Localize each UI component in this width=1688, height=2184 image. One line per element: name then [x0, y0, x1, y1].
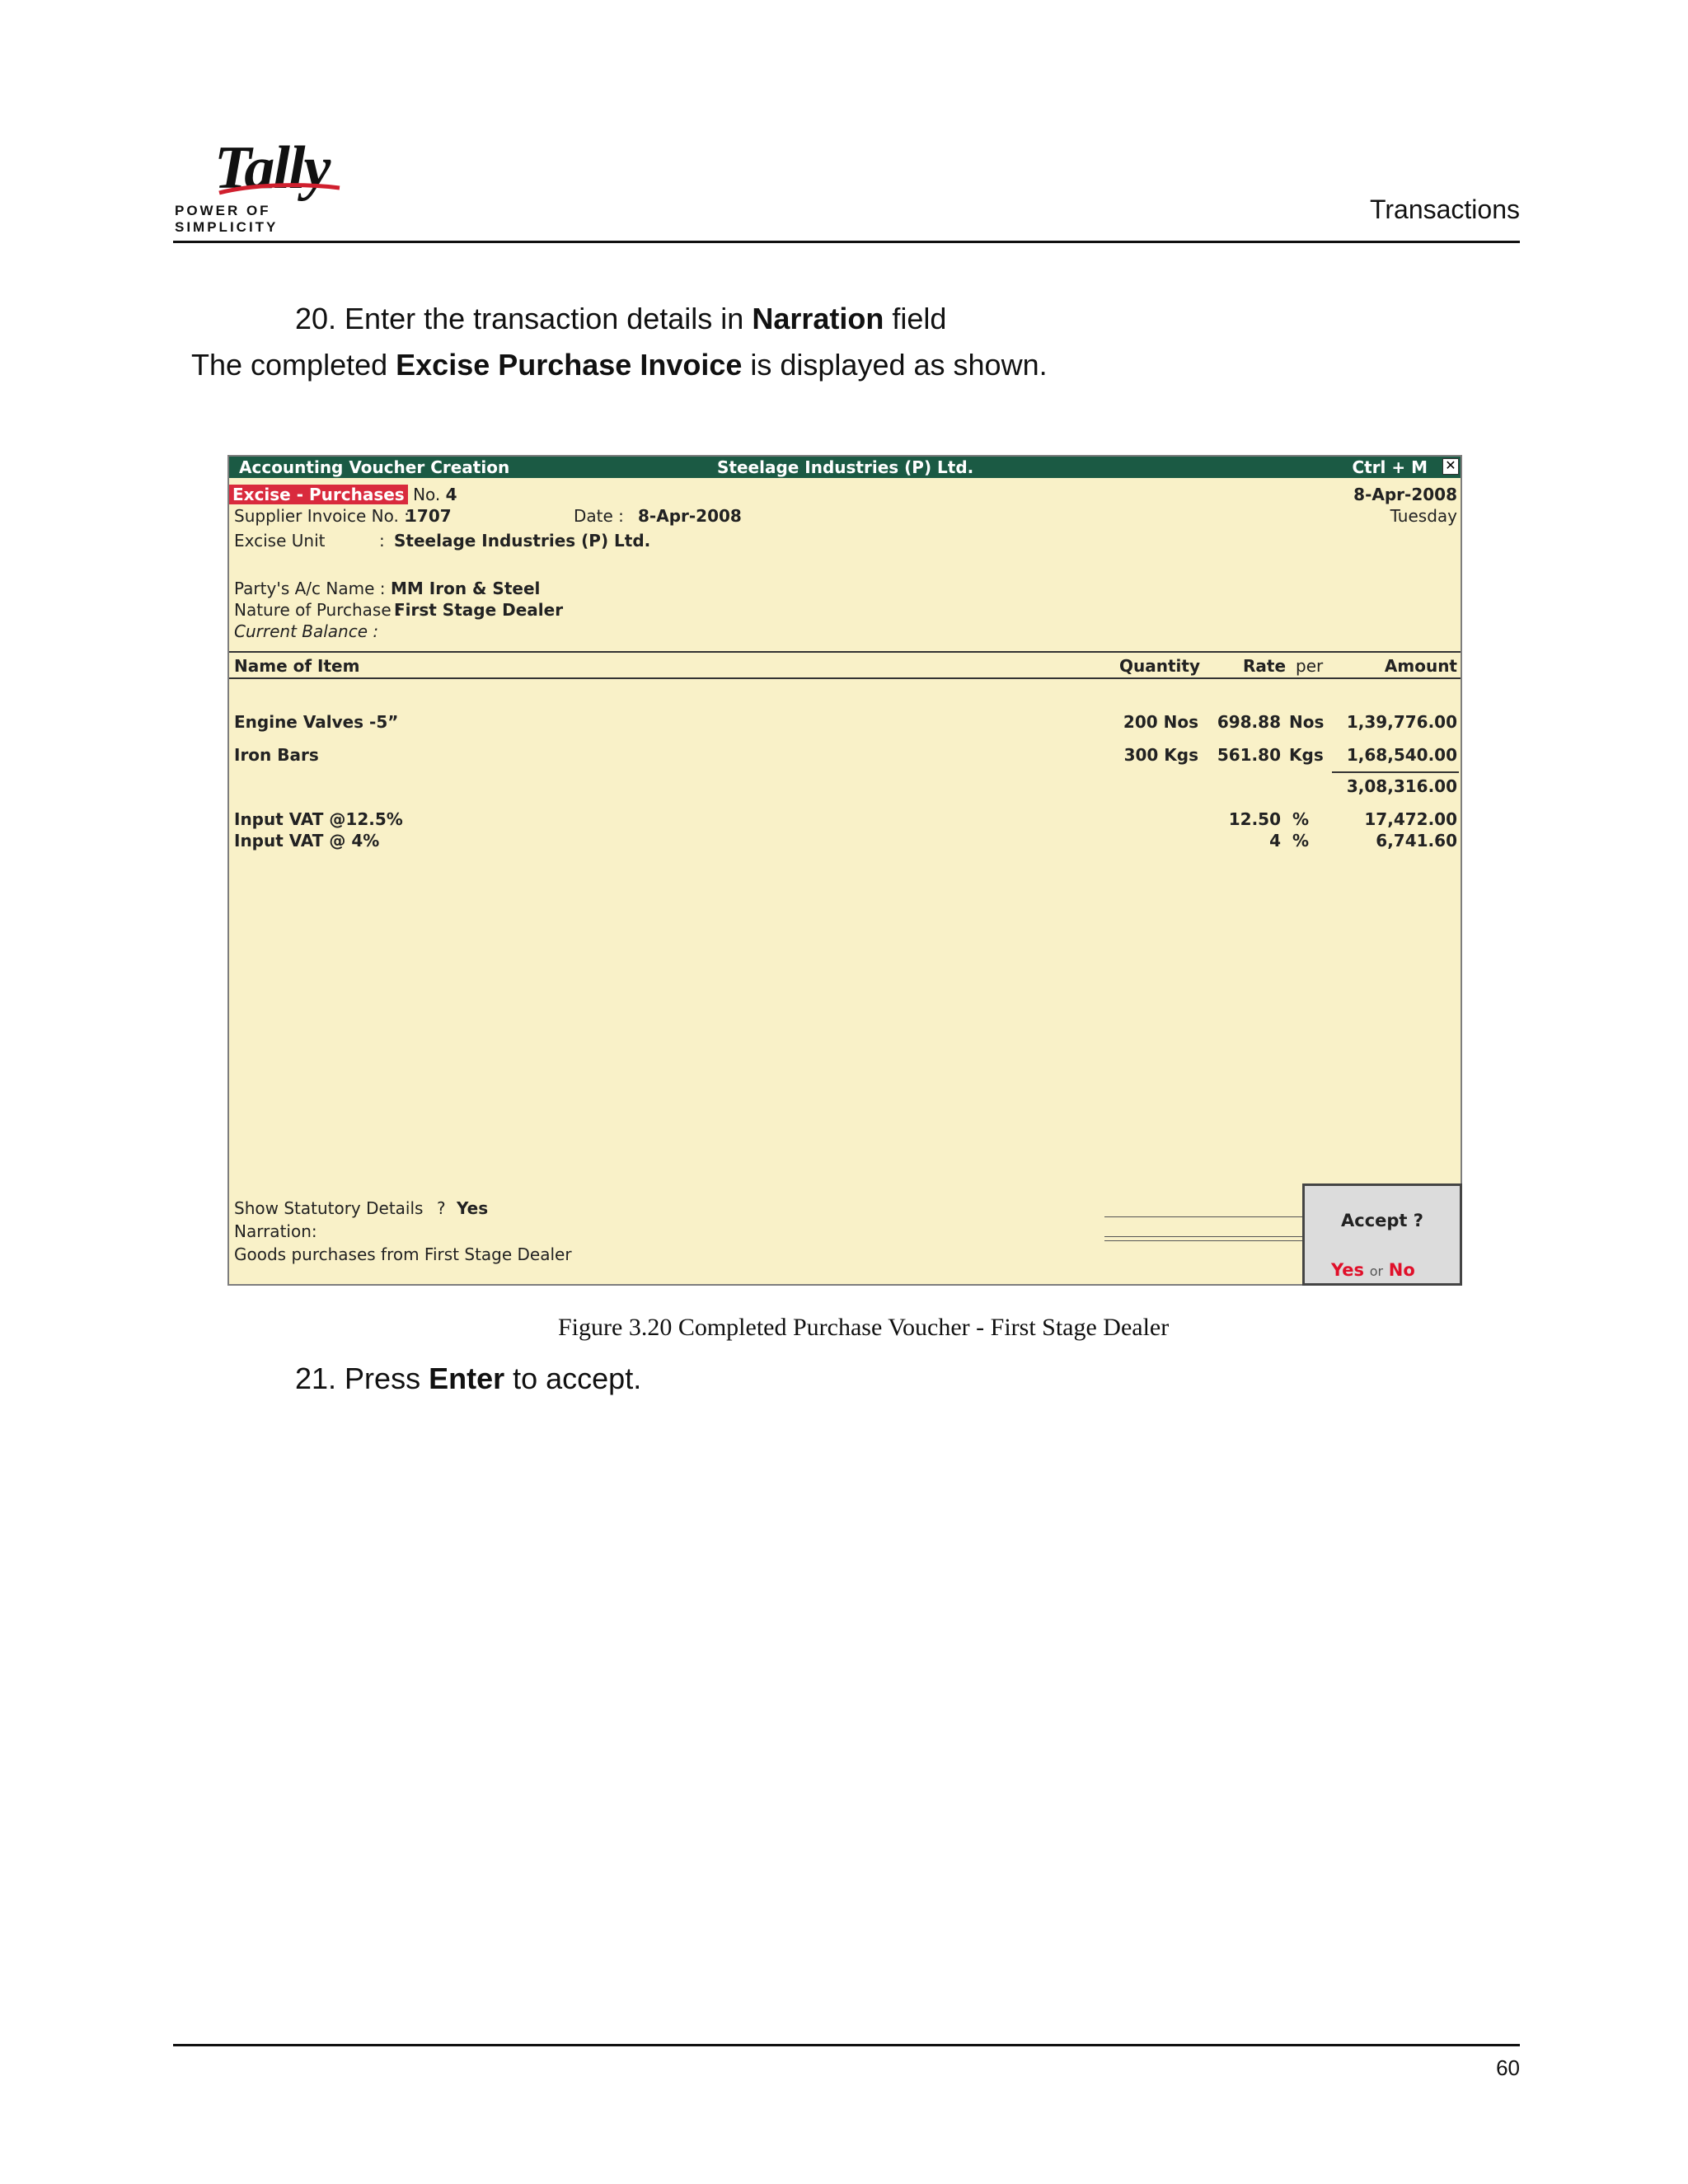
item-name[interactable]: Iron Bars [234, 745, 319, 765]
column-header-bottom-rule [229, 677, 1461, 679]
tax-rate[interactable]: 4 [1269, 831, 1281, 851]
step-21-text: 21. Press [295, 1361, 429, 1395]
supplier-invoice-field[interactable]: 1707 [406, 506, 452, 526]
voucher-header-line [229, 485, 457, 504]
col-quantity: Quantity [1119, 656, 1200, 676]
footer-rule [173, 2044, 1520, 2046]
party-field[interactable]: MM Iron & Steel [391, 579, 541, 598]
accept-options [1331, 1260, 1415, 1280]
intro-paragraph [191, 348, 1048, 382]
page-number: 60 [1496, 2055, 1520, 2080]
column-header-top-rule [229, 651, 1461, 653]
header-rule [173, 241, 1520, 243]
subtotal-amount: 3,08,316.00 [1346, 776, 1457, 796]
item-amount[interactable]: 1,39,776.00 [1346, 712, 1457, 732]
item-rate[interactable]: 698.88 [1217, 712, 1281, 732]
step-21-suffix: to accept. [504, 1361, 642, 1395]
nature-field[interactable]: First Stage Dealer [394, 600, 564, 620]
tax-amount[interactable]: 17,472.00 [1364, 809, 1457, 829]
logo-wordmark: Tally [214, 134, 330, 202]
subtotal-rule [1332, 771, 1459, 773]
item-per[interactable]: Kgs [1289, 745, 1324, 765]
company-name: Steelage Industries (P) Ltd. [717, 457, 974, 477]
item-quantity[interactable]: 300 Kgs [1123, 745, 1198, 765]
excise-unit-colon: : [379, 531, 385, 551]
step-20 [295, 302, 946, 336]
date-label: Date : [574, 506, 624, 526]
tax-name[interactable]: Input VAT @ 4% [234, 831, 380, 851]
narration-label: Narration: [234, 1221, 317, 1241]
tax-per: % [1292, 809, 1310, 829]
tally-logo [175, 134, 364, 235]
excise-unit-field[interactable]: Steelage Industries (P) Ltd. [394, 531, 651, 551]
narration-field[interactable]: Goods purchases from First Stage Dealer [234, 1244, 572, 1264]
intro-text: The completed [191, 348, 396, 382]
voucher-no[interactable]: 4 [445, 485, 457, 504]
col-per: per [1296, 656, 1324, 676]
step-21-bold: Enter [429, 1361, 505, 1395]
voucher-date[interactable]: 8-Apr-2008 [1353, 485, 1457, 504]
col-amount: Amount [1384, 656, 1457, 676]
total-rule-double-2 [1104, 1240, 1302, 1241]
step-20-suffix: field [884, 302, 947, 335]
close-icon[interactable]: ✕ [1442, 458, 1459, 475]
intro-bold: Excise Purchase Invoice [396, 348, 743, 382]
figure-caption: Figure 3.20 Completed Purchase Voucher - First Stage Dealer [558, 1314, 1170, 1341]
voucher-no-label: No. [413, 485, 441, 504]
tax-name[interactable]: Input VAT @12.5% [234, 809, 403, 829]
intro-suffix: is displayed as shown. [742, 348, 1048, 382]
voucher-day: Tuesday [1390, 506, 1457, 526]
item-amount[interactable]: 1,68,540.00 [1346, 745, 1457, 765]
item-per[interactable]: Nos [1289, 712, 1325, 732]
col-name-of-item: Name of Item [234, 656, 360, 676]
supplier-invoice-label: Supplier Invoice No. : [234, 506, 410, 526]
logo-swoosh-icon [218, 181, 341, 196]
step-20-text: 20. Enter the transaction details in [295, 302, 753, 335]
item-rate[interactable]: 561.80 [1217, 745, 1281, 765]
accept-dialog [1302, 1183, 1462, 1286]
logo-tagline: POWER OF SIMPLICITY [175, 203, 279, 235]
section-title: Transactions [1370, 194, 1520, 224]
step-21 [295, 1361, 641, 1396]
tax-rate[interactable]: 12.50 [1228, 809, 1281, 829]
title-bar [229, 457, 1461, 478]
shortcut-label: Ctrl + M [1352, 457, 1428, 477]
accept-or-label: or [1369, 1263, 1384, 1279]
voucher-type-badge[interactable]: Excise - Purchases [229, 485, 408, 504]
item-quantity[interactable]: 200 Nos [1123, 712, 1198, 732]
col-rate: Rate [1243, 656, 1287, 676]
statutory-question-mark: ? [437, 1198, 446, 1218]
tally-voucher-screen [227, 455, 1462, 1286]
nature-label: Nature of Purchase : [234, 600, 402, 620]
statutory-details-label: Show Statutory Details [234, 1198, 424, 1218]
party-label: Party's A/c Name : [234, 579, 386, 598]
item-name[interactable]: Engine Valves -5” [234, 712, 399, 732]
step-20-bold: Narration [752, 302, 884, 335]
accept-yes-button[interactable]: Yes [1331, 1260, 1365, 1280]
accept-no-button[interactable]: No [1388, 1260, 1415, 1280]
excise-unit-label: Excise Unit [234, 531, 326, 551]
date-field[interactable]: 8-Apr-2008 [638, 506, 742, 526]
statutory-details-field[interactable]: Yes [457, 1198, 489, 1218]
total-rule-top [1104, 1216, 1302, 1217]
total-rule-double-1 [1104, 1236, 1302, 1237]
tax-per: % [1292, 831, 1310, 851]
tax-amount[interactable]: 6,741.60 [1376, 831, 1457, 851]
accept-title: Accept ? [1341, 1211, 1423, 1230]
screen-title: Accounting Voucher Creation [239, 457, 510, 477]
current-balance-label: Current Balance : [234, 621, 379, 641]
